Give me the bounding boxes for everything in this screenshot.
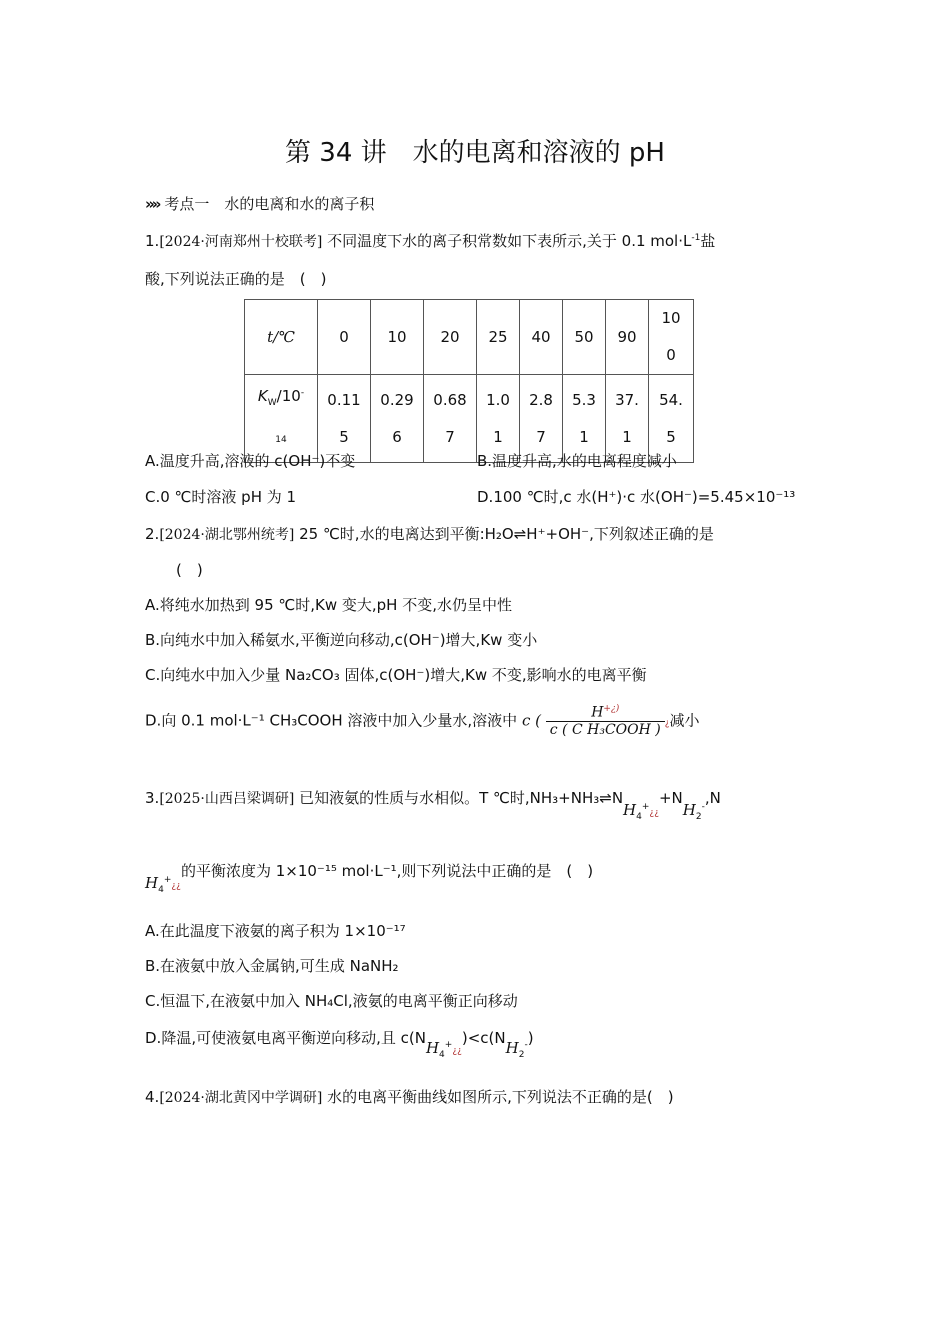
table-cell: 20	[424, 300, 477, 375]
q1-option-a[interactable]: A.温度升高,溶液的 c(OH⁻)不变	[145, 452, 356, 470]
table-cell: 1.0 1	[477, 375, 520, 463]
q1-stem-line2: 酸,下列说法正确的是 ( )	[145, 270, 327, 288]
q2-option-d[interactable]: D.向 0.1 mol·L⁻¹ CH₃COOH 溶液中加入少量水,溶液中 c ( $\frac{H^{+¿)}}{\text{c ( C H₃COOH )}}$ ¿减小	[145, 704, 700, 738]
q2-option-b[interactable]: B.向纯水中加入稀氨水,平衡逆向移动,c(OH⁻)增大,Kw 变小	[145, 631, 538, 649]
q1-source: [2024·河南郑州十校联考]	[159, 234, 323, 250]
ammonium-formula: $H_4^+¿¿$	[145, 874, 181, 895]
q1-option-b[interactable]: B.温度升高,水的电离程度减小	[477, 452, 677, 470]
kw-table	[244, 299, 694, 463]
q4-stem-text: 水的电离平衡曲线如图所示,下列说法不正确的是( )	[327, 1088, 674, 1106]
q1-stem-text: 不同温度下水的离子积常数如下表所示,关于 0.1 mol·L	[327, 232, 692, 250]
q2-stem	[145, 523, 714, 544]
q4-source: [2024·湖北黄冈中学调研]	[159, 1090, 323, 1106]
q3-stem: 3.[2025·山西吕梁调研] 已知液氨的性质与水相似。T ℃时$,NH_3+NH_3\rightleftharpoons NH_4^+¿¿+NH_2^-,N$	[145, 789, 721, 822]
section-marker-icon: »»	[145, 195, 159, 213]
q2-number: 2.	[145, 525, 160, 543]
ammonium-formula: $H_4^+¿¿$	[425, 1039, 462, 1060]
q2-stem-text: 25 ℃时,水的电离达到平衡:H₂O⇌H⁺+OH⁻,下列叙述正确的是	[299, 525, 714, 543]
fraction-expression: $\frac{H^{+¿)}}{\text{c ( C H₃COOH )}}$	[546, 704, 665, 738]
table-cell: 0.68 7	[424, 375, 477, 463]
table-cell: 10 0	[649, 300, 694, 375]
q3-option-c[interactable]: C.恒温下,在液氨中加入 NH₄Cl,液氨的电离平衡正向移动	[145, 992, 518, 1010]
q2-answer-bracket: ( )	[176, 561, 203, 579]
table-header-cell: $K_W/10^-$ $^{14}$	[245, 375, 318, 463]
q2-option-c[interactable]: C.向纯水中加入少量 Na₂CO₃ 固体,c(OH⁻)增大,Kw 不变,影响水的电离平衡	[145, 666, 647, 684]
table-cell: 0.29 6	[371, 375, 424, 463]
fraction-prefix: c (	[521, 711, 541, 730]
amide-formula: $H_2^-$	[682, 801, 705, 822]
table-header-cell: t/℃	[245, 300, 318, 375]
q3-stem-line2: $H_4^+¿¿$的平衡浓度为 1×10⁻¹⁵ mol·L⁻¹,则下列说法中正确的是 ( )	[145, 862, 594, 895]
q3-option-a[interactable]: A.在此温度下液氨的离子积为 1×10⁻¹⁷	[145, 922, 406, 940]
q4-stem	[145, 1086, 674, 1107]
table-cell: 25	[477, 300, 520, 375]
table-cell: 2.8 7	[520, 375, 563, 463]
q2-option-a[interactable]: A.将纯水加热到 95 ℃时,Kw 变大,pH 不变,水仍呈中性	[145, 596, 512, 614]
page-title: 第 34 讲 水的电离和溶液的 pH	[285, 138, 665, 168]
q3-option-d[interactable]: D.降温,可使液氨电离平衡逆向移动,且 $c(NH_4^+¿¿)<c(NH_2^-)$	[145, 1029, 534, 1060]
q1-stem: 1.[2024·河南郑州十校联考] 不同温度下水的离子积常数如下表所示,关于 0.1 $mol\cdot L^{-1}$盐	[145, 232, 716, 250]
section-label: 考点一 水的电离和水的离子积	[164, 195, 375, 213]
table-cell: 50	[563, 300, 606, 375]
table-cell: 54. 5	[649, 375, 694, 463]
table-cell: 0.11 5	[318, 375, 371, 463]
q3-source: [2025·山西吕梁调研]	[159, 791, 295, 807]
q1-option-d[interactable]: D.100 ℃时,c 水(H⁺)·c 水(OH⁻)=5.45×10⁻¹³	[477, 488, 796, 506]
table-cell: 5.3 1	[563, 375, 606, 463]
table-cell: 40	[520, 300, 563, 375]
q1-option-c[interactable]: C.0 ℃时溶液 pH 为 1	[145, 488, 297, 506]
section-heading	[145, 193, 374, 214]
table-cell: 37. 1	[606, 375, 649, 463]
ammonium-formula: $H_4^+¿¿$	[623, 801, 659, 822]
table-cell: 90	[606, 300, 649, 375]
q2-source: [2024·湖北鄂州统考]	[159, 527, 295, 543]
table-row	[245, 300, 694, 375]
q3-option-b[interactable]: B.在液氨中放入金属钠,可生成 NaNH₂	[145, 957, 399, 975]
q1-number: 1.	[145, 232, 160, 250]
q4-number: 4.	[145, 1088, 160, 1106]
amide-formula: $H_2^-$	[505, 1039, 528, 1060]
q3-number: 3.	[145, 789, 160, 807]
table-cell: 10	[371, 300, 424, 375]
table-cell: 0	[318, 300, 371, 375]
